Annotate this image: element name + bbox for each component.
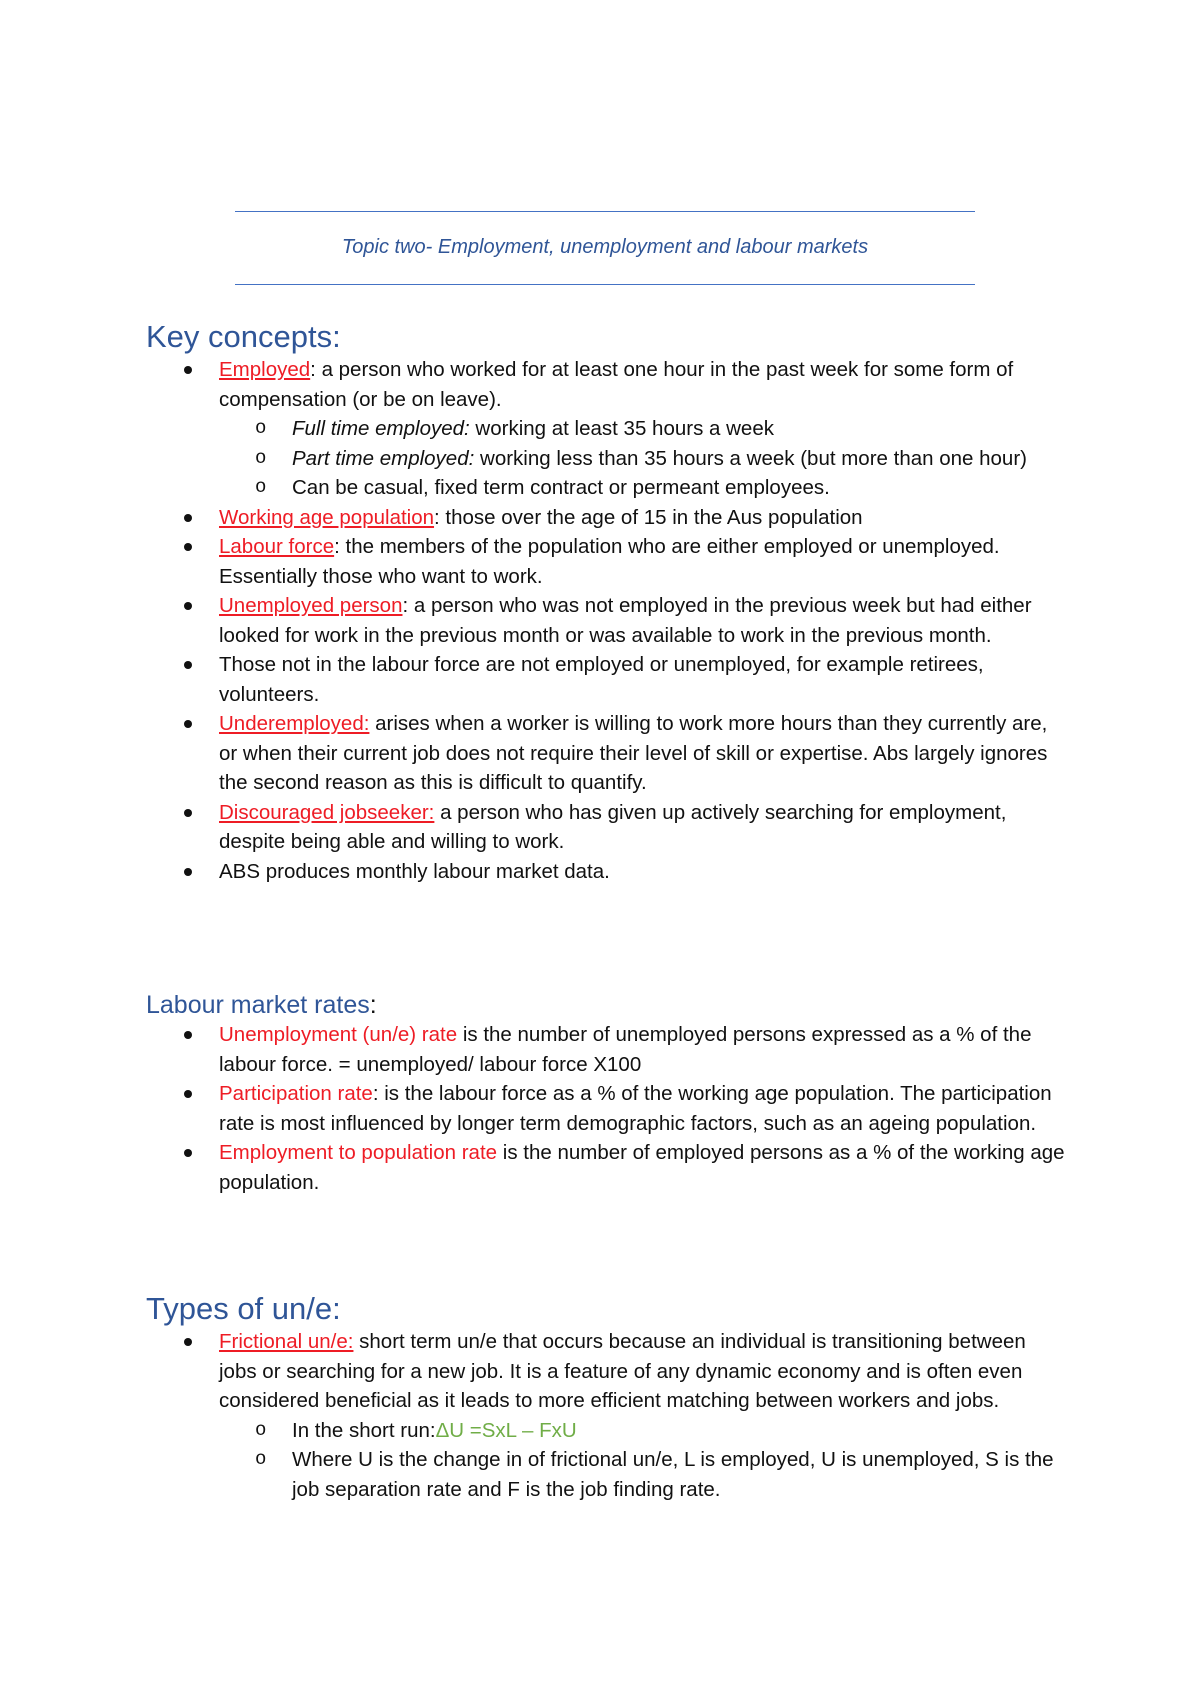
list-item-unemployment-rate xyxy=(146,1020,1066,1079)
casual-text: Can be casual, fixed term contract or permeant employees. xyxy=(292,476,830,500)
list-item-participation-rate xyxy=(146,1079,1066,1138)
definition-labour-force: : the members of the population who are either employed or unemployed. Essentially those who want to work. xyxy=(219,535,1000,588)
short-run-label: In the short run: xyxy=(292,1418,436,1442)
definition-unemployed-person: : a person who was not employed in the previous week but had either looked for work in the previous month or was available to work in the previous month. xyxy=(219,594,1032,647)
definition-underemployed: arises when a worker is willing to work more hours than they currently are, or when their current job does not require their level of skill or expertise. Abs largely ignores the second reason as this is difficult to quantify. xyxy=(219,712,1048,795)
definition-discouraged-jobseeker: a person who has given up actively searching for employment, despite being able and willing to work. xyxy=(219,800,1007,854)
list-item-abs-data xyxy=(146,857,1066,887)
list-item-not-in-labour-force xyxy=(146,650,1066,709)
header-rule-top xyxy=(235,211,975,212)
definition-employed: : a person who worked for at least one hour in the past week for some form of compensation (or be on leave). xyxy=(219,358,1014,411)
term-discouraged-jobseeker: Discouraged jobseeker: xyxy=(219,800,435,824)
key-concepts-section xyxy=(146,318,1066,886)
term-working-age: Working age population xyxy=(219,505,435,529)
list-item-employment-to-population xyxy=(146,1138,1066,1197)
sublist-item-part-time xyxy=(219,444,1066,474)
term-unemployment-rate: Unemployment (un/e) rate xyxy=(219,1023,458,1046)
definition-participation-rate: : is the labour force as a % of the working age population. The participation rate is most influenced by longer term demographic factors, such as an ageing population. xyxy=(219,1082,1052,1135)
definition-part-time: working less than 35 hours a week (but more than one hour) xyxy=(474,446,1027,470)
list-item-labour-force xyxy=(146,532,1066,591)
list-item-frictional xyxy=(146,1327,1066,1504)
types-of-une-list xyxy=(146,1327,1066,1504)
list-item-discouraged-jobseeker xyxy=(146,798,1066,857)
sublist-item-full-time xyxy=(219,414,1066,444)
frictional-sublist xyxy=(219,1416,1066,1505)
employed-sublist xyxy=(219,414,1066,503)
term-underemployed: Underemployed: xyxy=(219,712,370,736)
term-employed: Employed xyxy=(219,358,311,382)
abs-data-text: ABS produces monthly labour market data. xyxy=(219,859,610,883)
sublist-item-where xyxy=(219,1445,1066,1504)
definition-frictional: short term un/e that occurs because an individual is transitioning between jobs or searching for a new job. It is a feature of any dynamic economy and is often even considered beneficial as it leads to more efficient matching between workers and jobs. xyxy=(219,1330,1026,1413)
term-labour-force: Labour force xyxy=(219,535,335,559)
term-full-time: Full time employed: xyxy=(292,417,470,441)
frictional-formula: ΔU =SxL – FxU xyxy=(435,1418,577,1442)
types-of-une-section xyxy=(146,1290,1066,1504)
labour-market-rates-heading xyxy=(146,990,1066,1020)
term-participation-rate: Participation rate xyxy=(219,1082,373,1105)
list-item-employed xyxy=(146,355,1066,503)
list-item-unemployed-person xyxy=(146,591,1066,650)
term-unemployed-person: Unemployed person xyxy=(219,594,403,618)
labour-market-rates-section xyxy=(146,990,1066,1197)
key-concepts-heading: Key concepts: xyxy=(146,319,341,354)
definition-unemployment-rate: is the number of unemployed persons expressed as a % of the labour force. = unemployed/ labour force X100 xyxy=(219,1023,1032,1076)
document-subtitle: Topic two- Employment, unemployment and labour markets xyxy=(341,236,869,258)
where-text: Where U is the change in of frictional un/e, L is employed, U is unemployed, S is the job separation rate and F is the job finding rate. xyxy=(292,1448,1054,1501)
sublist-item-casual xyxy=(219,473,1066,503)
sublist-item-short-run xyxy=(219,1416,1066,1446)
term-employment-to-population: Employment to population rate xyxy=(219,1141,498,1164)
key-concepts-list xyxy=(146,355,1066,886)
term-frictional: Frictional un/e: xyxy=(219,1330,354,1354)
labour-market-rates-list xyxy=(146,1020,1066,1197)
header-rule-bottom xyxy=(235,284,975,285)
labour-market-rates-heading-text: Labour market rates xyxy=(146,991,370,1019)
definition-employment-to-population: is the number of employed persons as a % of the working age population. xyxy=(219,1141,1065,1194)
list-item-working-age xyxy=(146,503,1066,533)
labour-market-rates-heading-colon: : xyxy=(369,991,377,1019)
not-in-labour-force-text: Those not in the labour force are not employed or unemployed, for example retirees, volunteers. xyxy=(219,653,984,706)
types-of-une-heading: Types of un/e: xyxy=(146,1291,341,1326)
definition-working-age: : those over the age of 15 in the Aus population xyxy=(434,505,863,529)
term-part-time: Part time employed: xyxy=(292,446,475,470)
definition-full-time: working at least 35 hours a week xyxy=(469,417,774,441)
list-item-underemployed xyxy=(146,709,1066,798)
